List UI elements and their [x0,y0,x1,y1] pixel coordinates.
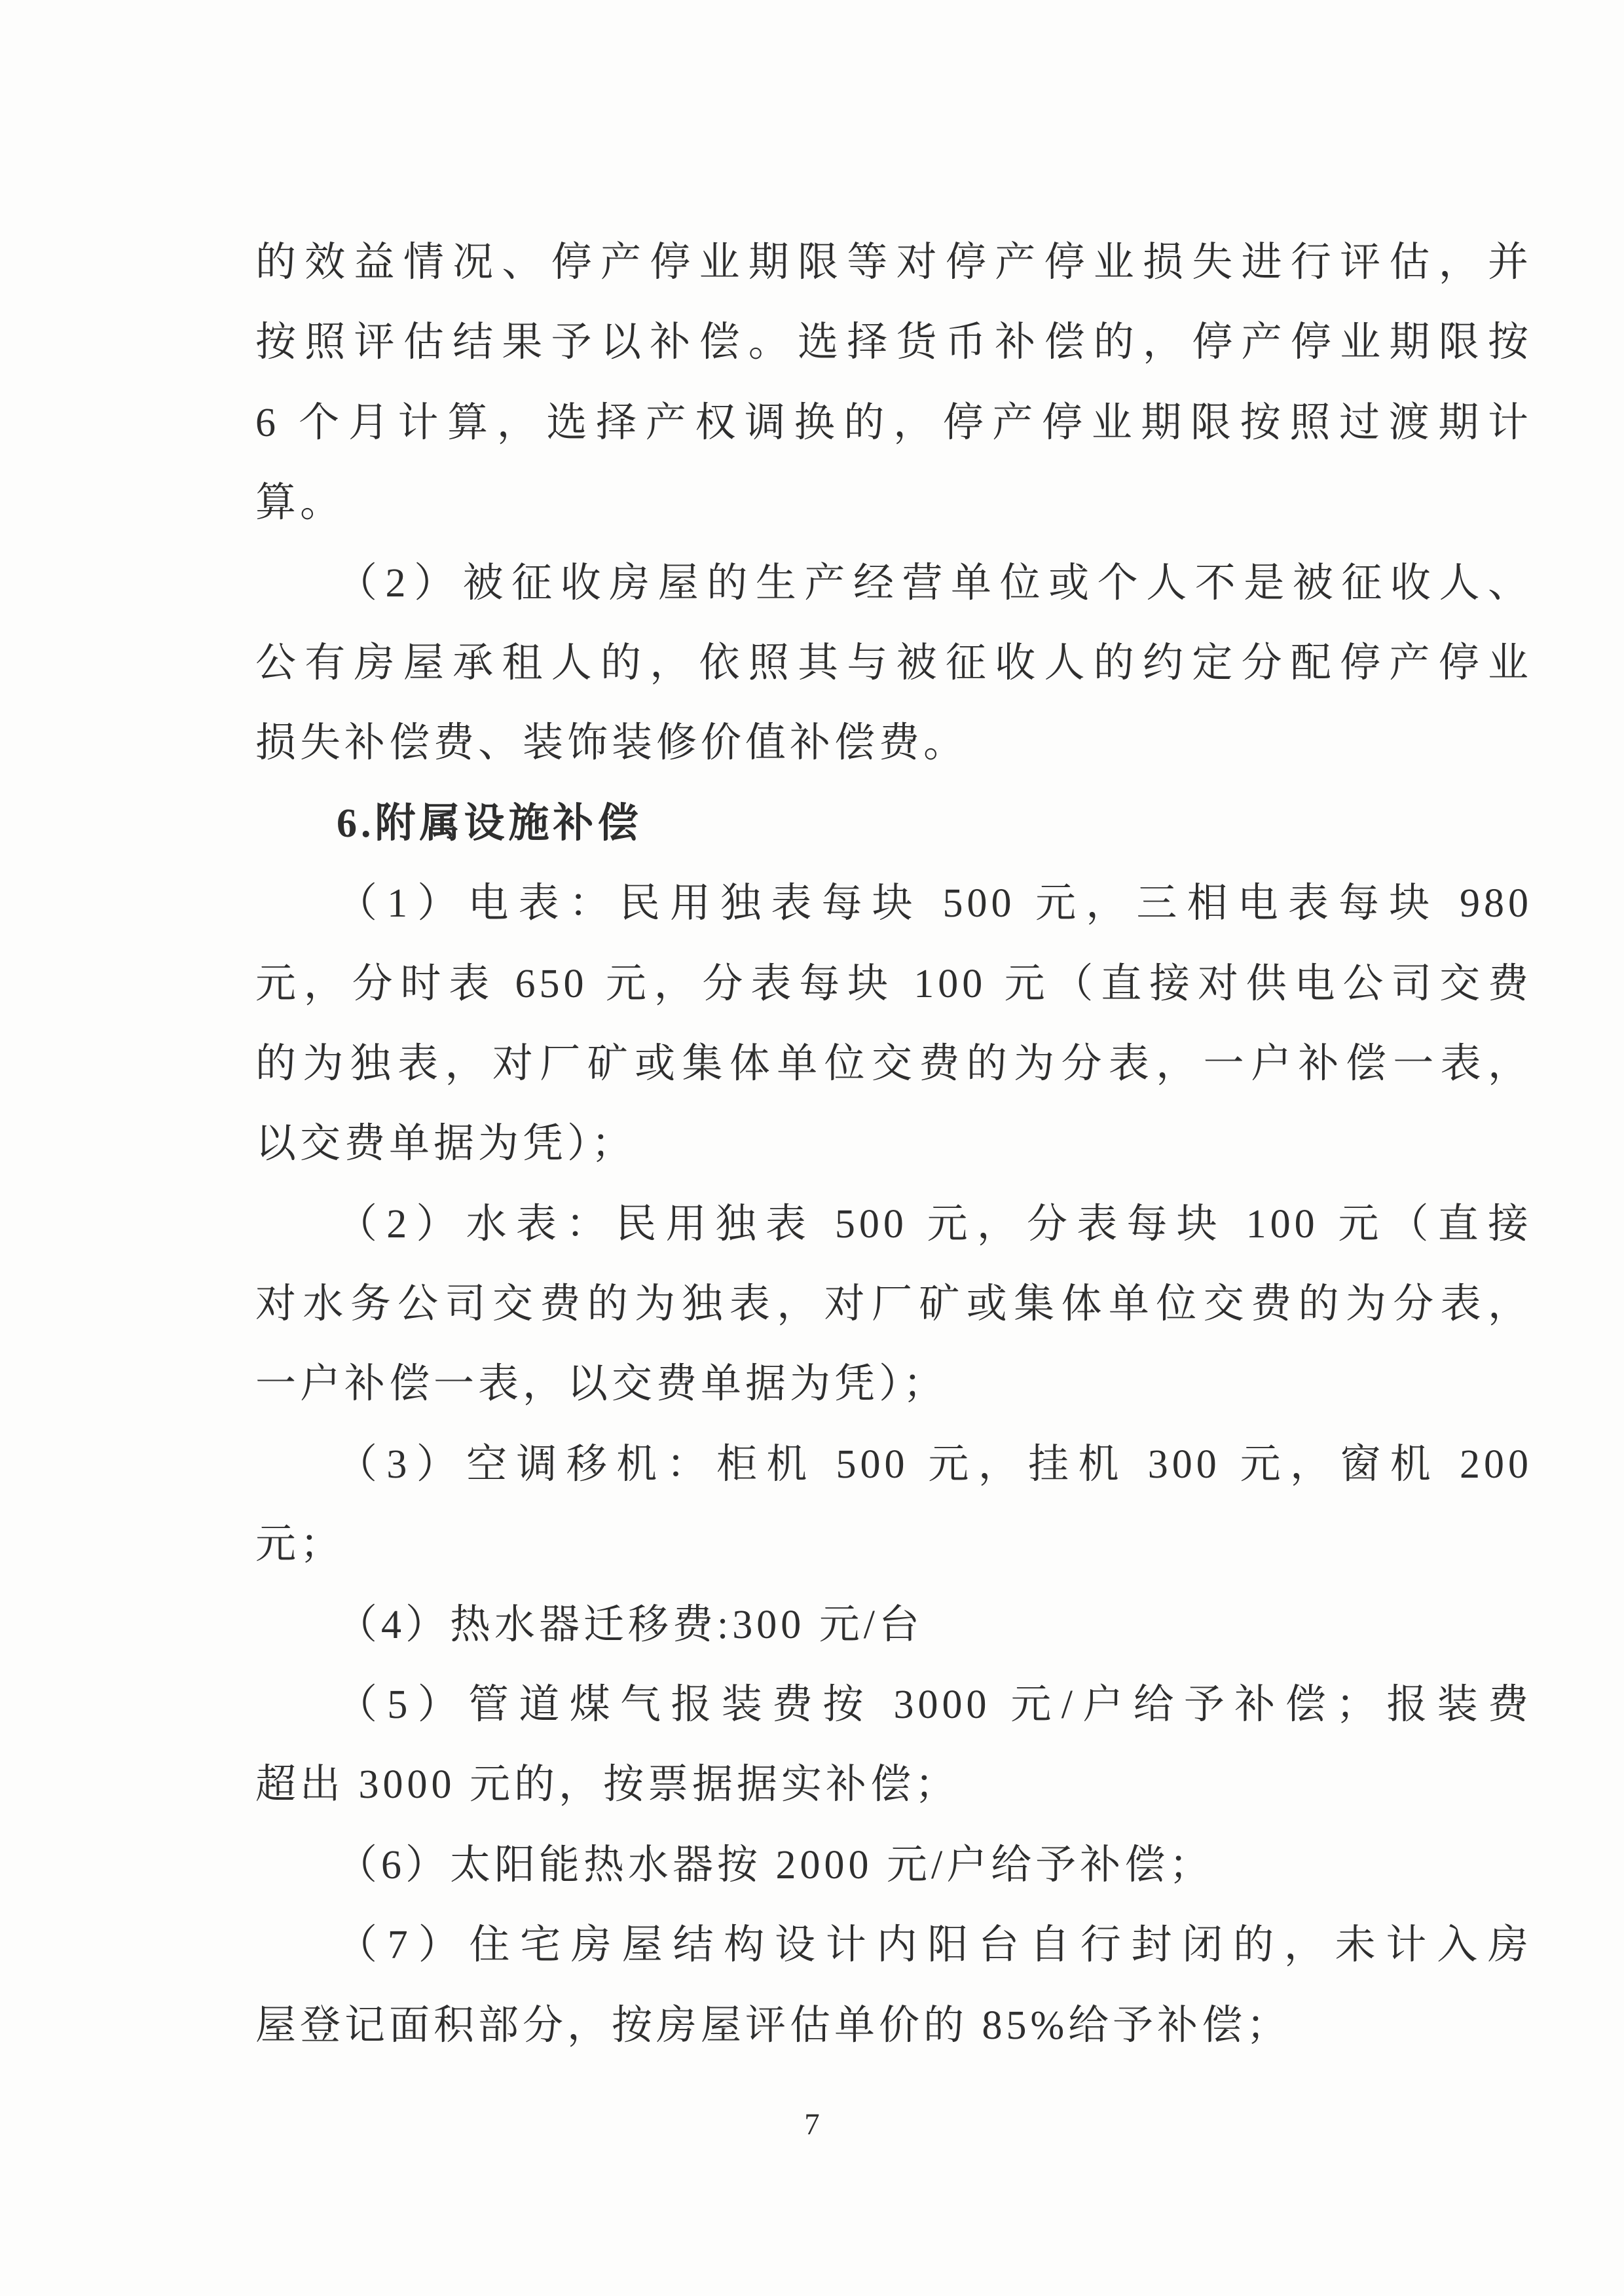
text-line: 算。 [255,481,345,526]
text-line: （3）空调移机：柜机 500 元，挂机 300 元，窗机 200 [337,1442,1532,1487]
text-line: （5）管道煤气报装费按 3000 元/户给予补偿；报装费 [337,1683,1532,1728]
text-line: 超出 3000 元的，按票据据实补偿； [255,1762,960,1808]
text-line: 的为独表，对厂矿或集体单位交费的为分表，一户补偿一表， [255,1041,1532,1086]
text-line: （7）住宅房屋结构设计内阳台自行封闭的，未计入房 [337,1923,1532,1968]
text-line: 损失补偿费、装饰装修价值补偿费。 [255,721,969,766]
text-line: 对水务公司交费的为独表，对厂矿或集体单位交费的为分表， [255,1282,1532,1327]
text-line: 以交费单据为凭）； [255,1121,637,1167]
text-line: 6 个月计算，选择产权调换的，停产停业期限按照过渡期计 [255,400,1532,445]
text-line: （2）被征收房屋的生产经营单位或个人不是被征收人、 [337,560,1532,606]
text-line: （4）热水器迁移费:300 元/台 [337,1602,923,1647]
text-line: （6）太阳能热水器按 2000 元/户给予补偿； [337,1842,1214,1887]
text-line: 屋登记面积部分，按房屋评估单价的 85%给予补偿； [255,2003,1291,2048]
text-line: 公有房屋承租人的，依照其与被征收人的约定分配停产停业 [255,640,1532,685]
text-line: 按照评估结果予以补偿。选择货币补偿的，停产停业期限按 [255,320,1532,365]
page-number: 7 [804,2107,820,2141]
text-line: 的效益情况、停产停业期限等对停产停业损失进行评估，并 [255,240,1532,285]
document-body [255,223,1532,2066]
text-line: （2）水表：民用独表 500 元，分表每块 100 元（直接 [337,1201,1532,1247]
text-line: 元，分时表 650 元，分表每块 100 元（直接对供电公司交费 [255,961,1532,1006]
text-line: 一户补偿一表，以交费单据为凭）； [255,1362,948,1407]
text-line: （1）电表：民用独表每块 500 元，三相电表每块 980 [337,881,1532,926]
text-line: 元； [255,1522,345,1567]
text-line: 6.附属设施补偿 [337,801,642,846]
